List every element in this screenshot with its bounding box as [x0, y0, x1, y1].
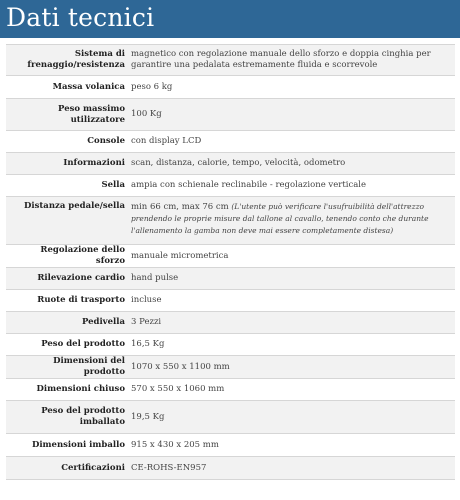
- spec-value: [128, 312, 455, 334]
- spec-row-distanza: [6, 197, 455, 245]
- spec-label: Informazioni: [6, 153, 128, 175]
- spec-row-certificazioni: [6, 457, 455, 480]
- spec-value: [128, 334, 455, 356]
- spec-label: Dimensioni imballo: [31, 439, 125, 450]
- spec-label: Distanza pedale/sella: [6, 197, 128, 245]
- spec-value-text: 570 x 550 x 1060 mm: [131, 384, 225, 394]
- spec-value: [128, 99, 455, 131]
- spec-value-text: min 66 cm, max 76 cm: [131, 202, 229, 212]
- spec-note: (L'utente può verificare l'usufruibilità dell'attrezzo prendendo le proprie misure dal tallone al cavallo, tenendo conto che durante l'allenamento la gamba non deve mai essere completamente distesa): [131, 202, 429, 235]
- spec-value: [128, 290, 455, 312]
- page-header: [0, 0, 460, 38]
- spec-label: Massa volanica: [52, 81, 125, 92]
- spec-row-console: [6, 131, 455, 153]
- spec-label: Regolazione dello sforzo: [40, 245, 125, 266]
- spec-value: [128, 457, 455, 480]
- spec-row-dimensioni-imballo: [6, 434, 455, 457]
- spec-value-text: 100 Kg: [131, 109, 162, 119]
- spec-label: Pedivella: [6, 312, 128, 334]
- spec-value-text: hand pulse: [131, 273, 179, 283]
- spec-row-sella: [6, 175, 455, 197]
- spec-value: [128, 379, 455, 401]
- spec-value: [128, 131, 455, 153]
- spec-label: Sella: [101, 180, 125, 190]
- spec-label: Certificazioni: [6, 457, 128, 480]
- spec-value-text: con display LCD: [131, 136, 202, 146]
- spec-value-text: 19,5 Kg: [131, 411, 165, 422]
- spec-value-text: peso 6 kg: [131, 81, 173, 92]
- spec-value-text: CE-ROHS-EN957: [131, 462, 207, 473]
- specs-table: [6, 44, 455, 480]
- spec-value-text: magnetico con regolazione manuale dello sforzo e doppia cinghia per garantire una pedalata estremamente fluida e scorrevole: [131, 49, 431, 70]
- spec-value: [128, 434, 455, 457]
- spec-value-text: 915 x 430 x 205 mm: [131, 439, 219, 450]
- spec-row-dimensioni-chiuso: [6, 379, 455, 401]
- spec-label: Ruote di trasporto: [37, 295, 125, 305]
- spec-value: [128, 153, 455, 175]
- spec-label: Sistema di frenaggio/resistenza: [6, 45, 128, 76]
- spec-label: Dimensioni del prodotto: [6, 356, 128, 379]
- spec-row-dimensioni-prodotto: [6, 356, 455, 379]
- spec-row-informazioni: [6, 153, 455, 175]
- spec-row-massa-volanica: [6, 76, 455, 99]
- spec-value-text: ampia con schienale reclinabile - regolazione verticale: [131, 180, 367, 190]
- spec-value-text: 1070 x 550 x 1100 mm: [131, 361, 230, 372]
- spec-value: [128, 175, 455, 197]
- spec-value-text: scan, distanza, calorie, tempo, velocità, odometro: [131, 158, 346, 168]
- spec-row-frenaggio: [6, 45, 455, 76]
- spec-row-peso-imballato: [6, 401, 455, 434]
- spec-value-text: incluse: [131, 295, 162, 305]
- spec-row-rilevazione-cardio: [6, 268, 455, 290]
- page-title: Dati tecnici: [6, 3, 155, 32]
- spec-value: [128, 45, 455, 76]
- spec-row-regolazione: [6, 245, 455, 268]
- spec-label: Console: [87, 136, 125, 146]
- spec-value-text: 3 Pezzi: [131, 317, 162, 327]
- spec-row-ruote: [6, 290, 455, 312]
- spec-value: [128, 401, 455, 434]
- spec-value: [128, 245, 455, 268]
- spec-value: [128, 268, 455, 290]
- spec-row-pedivella: [6, 312, 455, 334]
- spec-label: Rilevazione cardio: [6, 268, 128, 290]
- spec-value: [128, 356, 455, 379]
- spec-row-peso-prodotto: [6, 334, 455, 356]
- spec-label: Dimensioni chiuso: [36, 384, 125, 394]
- spec-label: Peso massimo utilizzatore: [6, 99, 128, 131]
- spec-row-peso-massimo: [6, 99, 455, 131]
- spec-label: Peso del prodotto imballato: [6, 401, 128, 434]
- spec-value: [128, 76, 455, 99]
- spec-value: [128, 197, 455, 245]
- spec-label: Peso del prodotto: [41, 339, 125, 349]
- spec-value-text: 16,5 Kg: [131, 339, 165, 349]
- spec-value-text: manuale micrometrica: [131, 250, 229, 261]
